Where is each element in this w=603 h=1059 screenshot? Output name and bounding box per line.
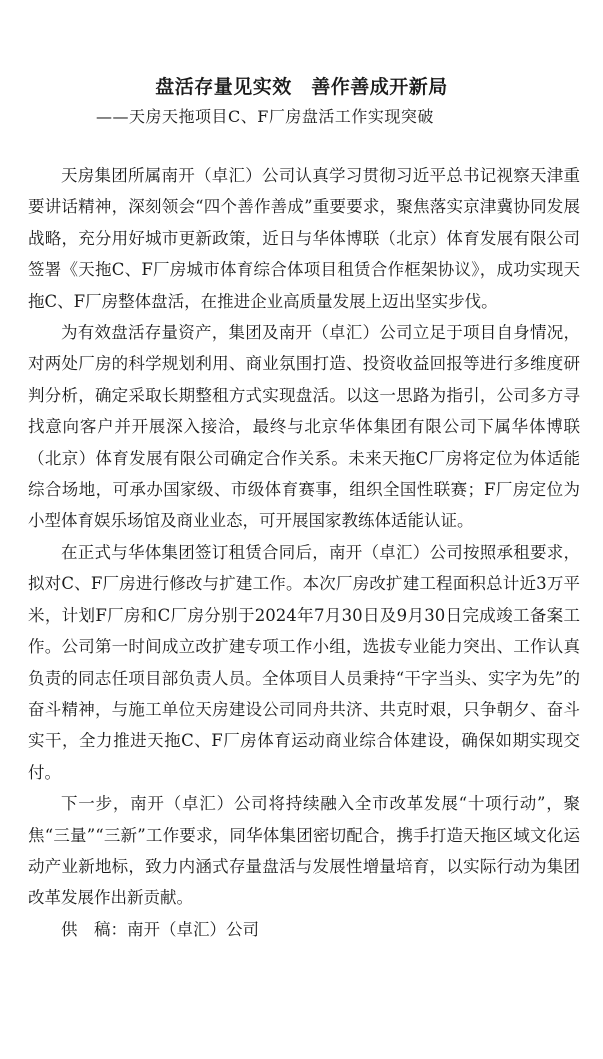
body-paragraph: 在正式与华体集团签订租赁合同后，南开（卓汇）公司按照承租要求，拟对C、F厂房进行修改与扩建工作。本次厂房改扩建工程面积总计近3万平米，计划F厂房和C厂房分别于2024年7月30日及9月30日完成竣工备案工作。公司第一时间成立改扩建专项工作小组，选拔专业能力突出、工作认真负责的同志任项目部负责人员。全体项目人员秉持“干字当头、实字为先”的奋斗精神，与施工单位天房建设公司同舟共济、共克时艰，只争朝夕、奋斗实干，全力推进天拖C、F厂房体育运动商业综合体建设，确保如期实现交付。 bbox=[28, 542, 580, 782]
body-paragraph: 下一步，南开（卓汇）公司将持续融入全市改革发展“十项行动”，聚焦“三量”“三新”工作要求，同华体集团密切配合，携手打造天拖区域文化运动产业新地标，致力内涵式存量盘活与发展性增量培育，以实际行动为集团改革发展作出新贡献。 bbox=[28, 794, 580, 908]
article-source: 供 稿：南开（卓汇）公司 bbox=[61, 919, 259, 939]
article-title: 盘活存量见实效 善作善成开新局 bbox=[155, 76, 448, 98]
article-subtitle: ——天房天拖项目C、F厂房盘活工作实现突破 bbox=[96, 107, 434, 126]
body-paragraph: 天房集团所属南开（卓汇）公司认真学习贯彻习近平总书记视察天津重要讲话精神，深刻领会“四个善作善成”重要要求，聚焦落实京津冀协同发展战略，充分用好城市更新政策，近日与华体博联（北京）体育发展有限公司签署《天拖C、F厂房城市体育综合体项目租赁合作框架协议》，成功实现天拖C、F厂房整体盘活，在推进企业高质量发展上迈出坚实步伐。 bbox=[28, 166, 580, 311]
body-paragraph: 为有效盘活存量资产，集团及南开（卓汇）公司立足于项目自身情况，对两处厂房的科学规划利用、商业氛围打造、投资收益回报等进行多维度研判分析，确定采取长期整租方式实现盘活。以这一思路为指引，公司多方寻找意向客户并开展深入接洽，最终与北京华体集团有限公司下属华体博联（北京）体育发展有限公司确定合作关系。未来天拖C厂房将定位为体适能综合场地，可承办国家级、市级体育赛事，组织全国性联赛；F厂房定位为小型体育娱乐场馆及商业业态，可开展国家教练体适能认证。 bbox=[28, 323, 580, 531]
article-body bbox=[28, 160, 580, 945]
